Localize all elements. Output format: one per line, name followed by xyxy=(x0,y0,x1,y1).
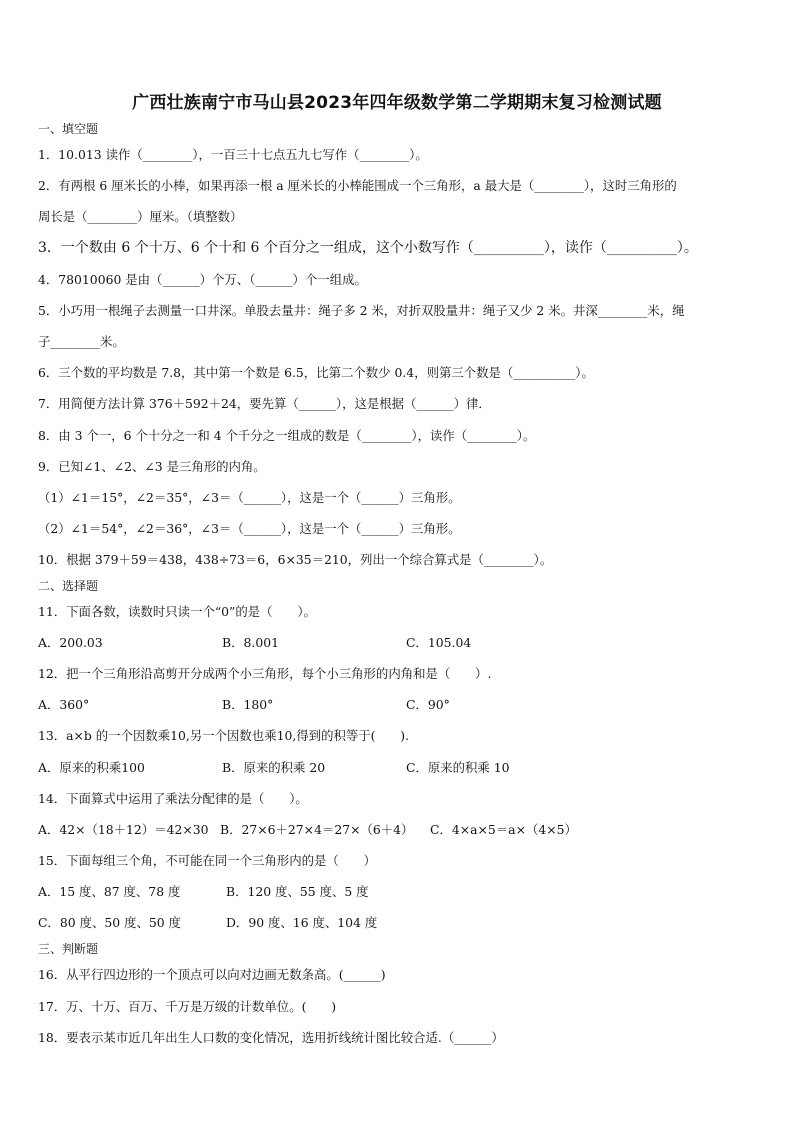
question-5-line-1: 5．小巧用一根绳子去测量一口井深。单股去量井：绳子多 2 米，对折双股量井：绳子又少 2 米。井深________米，绳 xyxy=(38,303,685,318)
question-13-option-a: A．原来的积乘100 xyxy=(38,760,145,775)
question-12-option-a: A．360° xyxy=(38,697,90,712)
question-11-option-b: B．8.001 xyxy=(222,635,279,650)
question-14-option-c: C．4×a×5＝a×（4×5） xyxy=(430,822,577,837)
question-14: 14．下面算式中运用了乘法分配律的是（ ）。 xyxy=(38,791,308,806)
question-11-option-c: C．105.04 xyxy=(406,635,472,650)
question-12-option-b: B．180° xyxy=(222,697,274,712)
question-9-part-2: （2）∠1＝54°，∠2＝36°，∠3＝（______），这是一个（______）三角形。 xyxy=(38,521,461,536)
question-2-line-2: 周长是（________）厘米。（填整数） xyxy=(38,209,243,224)
question-15-option-d: D．90 度、16 度、104 度 xyxy=(226,915,378,930)
question-15-option-a: A．15 度、87 度、78 度 xyxy=(38,884,181,899)
question-11-option-a: A．200.03 xyxy=(38,635,103,650)
section-heading-true-false: 三、判断题 xyxy=(38,942,99,956)
section-heading-fill-blank: 一、填空题 xyxy=(38,122,99,136)
question-4: 4．78010060 是由（______）个万、（______）个一组成。 xyxy=(38,272,367,287)
section-heading-choice: 二、选择题 xyxy=(38,579,99,593)
question-1: 1．10.013 读作（________），一百三十七点五九七写作（________）。 xyxy=(38,147,428,162)
question-3: 3．一个数由 6 个十万、6 个十和 6 个百分之一组成，这个小数写作（__________），读作（__________）。 xyxy=(38,240,698,256)
question-2-line-1: 2．有两根 6 厘米长的小棒，如果再添一根 a 厘米长的小棒能围成一个三角形，a 最大是（________），这时三角形的 xyxy=(38,178,677,193)
question-14-option-b: B．27×6＋27×4＝27×（6＋4） xyxy=(220,822,414,837)
question-8: 8．由 3 个一，6 个十分之一和 4 个千分之一组成的数是（________），读作（________）。 xyxy=(38,428,536,443)
question-14-option-a: A．42×（18＋12）＝42×30 xyxy=(38,822,209,837)
question-17: 17．万、十万、百万、千万是万级的计数单位。( ) xyxy=(38,999,337,1014)
page-title: 广西壮族南宁市马山县2023年四年级数学第二学期期末复习检测试题 xyxy=(132,93,662,113)
question-13-option-c: C．原来的积乘 10 xyxy=(406,760,510,775)
question-16: 16．从平行四边形的一个顶点可以向对边画无数条高。(______) xyxy=(38,967,386,982)
question-7: 7．用简便方法计算 376＋592＋24，要先算（______），这是根据（______）律． xyxy=(38,396,491,411)
question-15-option-c: C．80 度、50 度、50 度 xyxy=(38,915,181,930)
question-6: 6．三个数的平均数是 7.8，其中第一个数是 6.5，比第二个数少 0.4，则第三个数是（__________）。 xyxy=(38,365,594,380)
question-13: 13．a×b 的一个因数乘10,另一个因数也乘10,得到的积等于( ). xyxy=(38,728,410,743)
question-5-line-2: 子________米。 xyxy=(38,334,125,349)
question-18: 18．要表示某市近几年出生人口数的变化情况，选用折线统计图比较合适.（______） xyxy=(38,1030,504,1045)
question-15: 15．下面每组三个角，不可能在同一个三角形内的是（ ） xyxy=(38,853,376,868)
question-10: 10．根据 379＋59＝438，438÷73＝6，6×35＝210，列出一个综合算式是（________）。 xyxy=(38,552,553,567)
question-13-option-b: B．原来的积乘 20 xyxy=(222,760,326,775)
question-12: 12．把一个三角形沿高剪开分成两个小三角形，每个小三角形的内角和是（ ）. xyxy=(38,666,492,681)
question-9-part-1: （1）∠1＝15°，∠2＝35°，∠3＝（______），这是一个（______）三角形。 xyxy=(38,490,461,505)
question-15-option-b: B．120 度、55 度、5 度 xyxy=(226,884,369,899)
question-12-option-c: C．90° xyxy=(406,697,450,712)
question-9: 9．已知∠1、∠2、∠3 是三角形的内角。 xyxy=(38,459,266,474)
question-11: 11．下面各数，读数时只读一个“0”的是（ ）。 xyxy=(38,604,316,619)
